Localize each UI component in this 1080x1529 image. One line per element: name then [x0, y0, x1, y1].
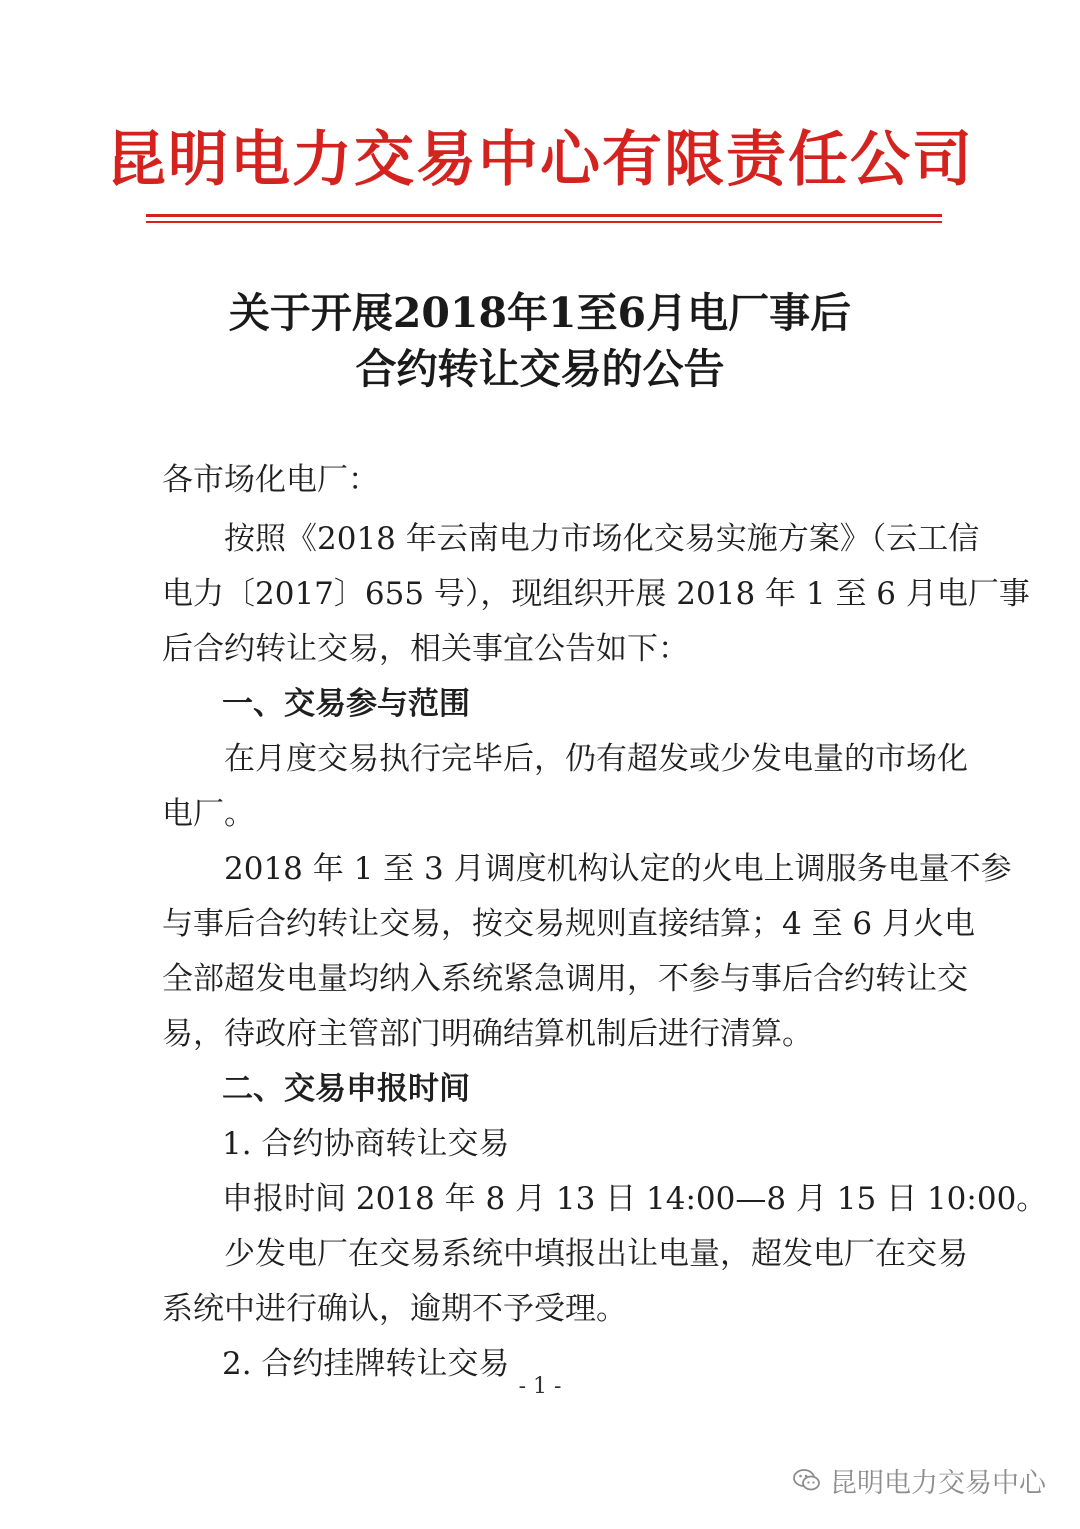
- notice-title-line-2: 合约转让交易的公告: [355, 345, 725, 393]
- page-number: - 1 -: [518, 1374, 562, 1399]
- header-divider-thin: [146, 221, 942, 223]
- intro-line-1: 按照《2018 年云南电力市场化交易实施方案》（云工信: [224, 521, 980, 557]
- salutation: 各市场化电厂：: [162, 462, 379, 498]
- section-2-heading: 二、交易申报时间: [222, 1071, 470, 1107]
- watermark-text: 昆明电力交易中心: [830, 1467, 1046, 1499]
- section-1-heading: 一、交易参与范围: [222, 686, 470, 722]
- notice-title-line-1: 关于开展2018年1至6月电厂事后: [228, 289, 852, 337]
- item-1-description-line-2: 系统中进行确认，逾期不予受理。: [162, 1291, 627, 1327]
- wechat-watermark: [792, 1460, 1046, 1500]
- header-divider-thick: [146, 214, 942, 217]
- intro-line-2: 电力〔2017〕655 号），现组织开展 2018 年 1 至 6 月电厂事: [162, 576, 1030, 612]
- item-1-heading: 1. 合约协商转让交易: [222, 1126, 510, 1162]
- section-1-paragraph-2-line-1: 2018 年 1 至 3 月调度机构认定的火电上调服务电量不参: [224, 851, 1012, 887]
- section-1-paragraph-2-line-2: 与事后合约转让交易，按交易规则直接结算；4 至 6 月火电: [162, 906, 976, 942]
- item-2-heading: 2. 合约挂牌转让交易: [222, 1346, 510, 1382]
- section-1-paragraph-1-line-1: 在月度交易执行完毕后，仍有超发或少发电量的市场化: [224, 741, 968, 777]
- section-1-paragraph-1-line-2: 电厂。: [162, 796, 255, 832]
- item-1-description-line-1: 少发电厂在交易系统中填报出让电量，超发电厂在交易: [224, 1236, 968, 1272]
- wechat-icon: [792, 1465, 822, 1495]
- item-1-time: 申报时间 2018 年 8 月 13 日 14:00—8 月 15 日 10:00。: [222, 1181, 1048, 1217]
- intro-line-3: 后合约转让交易，相关事宜公告如下：: [162, 631, 689, 667]
- section-1-paragraph-2-line-3: 全部超发电量均纳入系统紧急调用，不参与事后合约转让交: [162, 961, 968, 997]
- organization-header: 昆明电力交易中心有限责任公司: [106, 125, 974, 195]
- section-1-paragraph-2-line-4: 易，待政府主管部门明确结算机制后进行清算。: [162, 1016, 813, 1052]
